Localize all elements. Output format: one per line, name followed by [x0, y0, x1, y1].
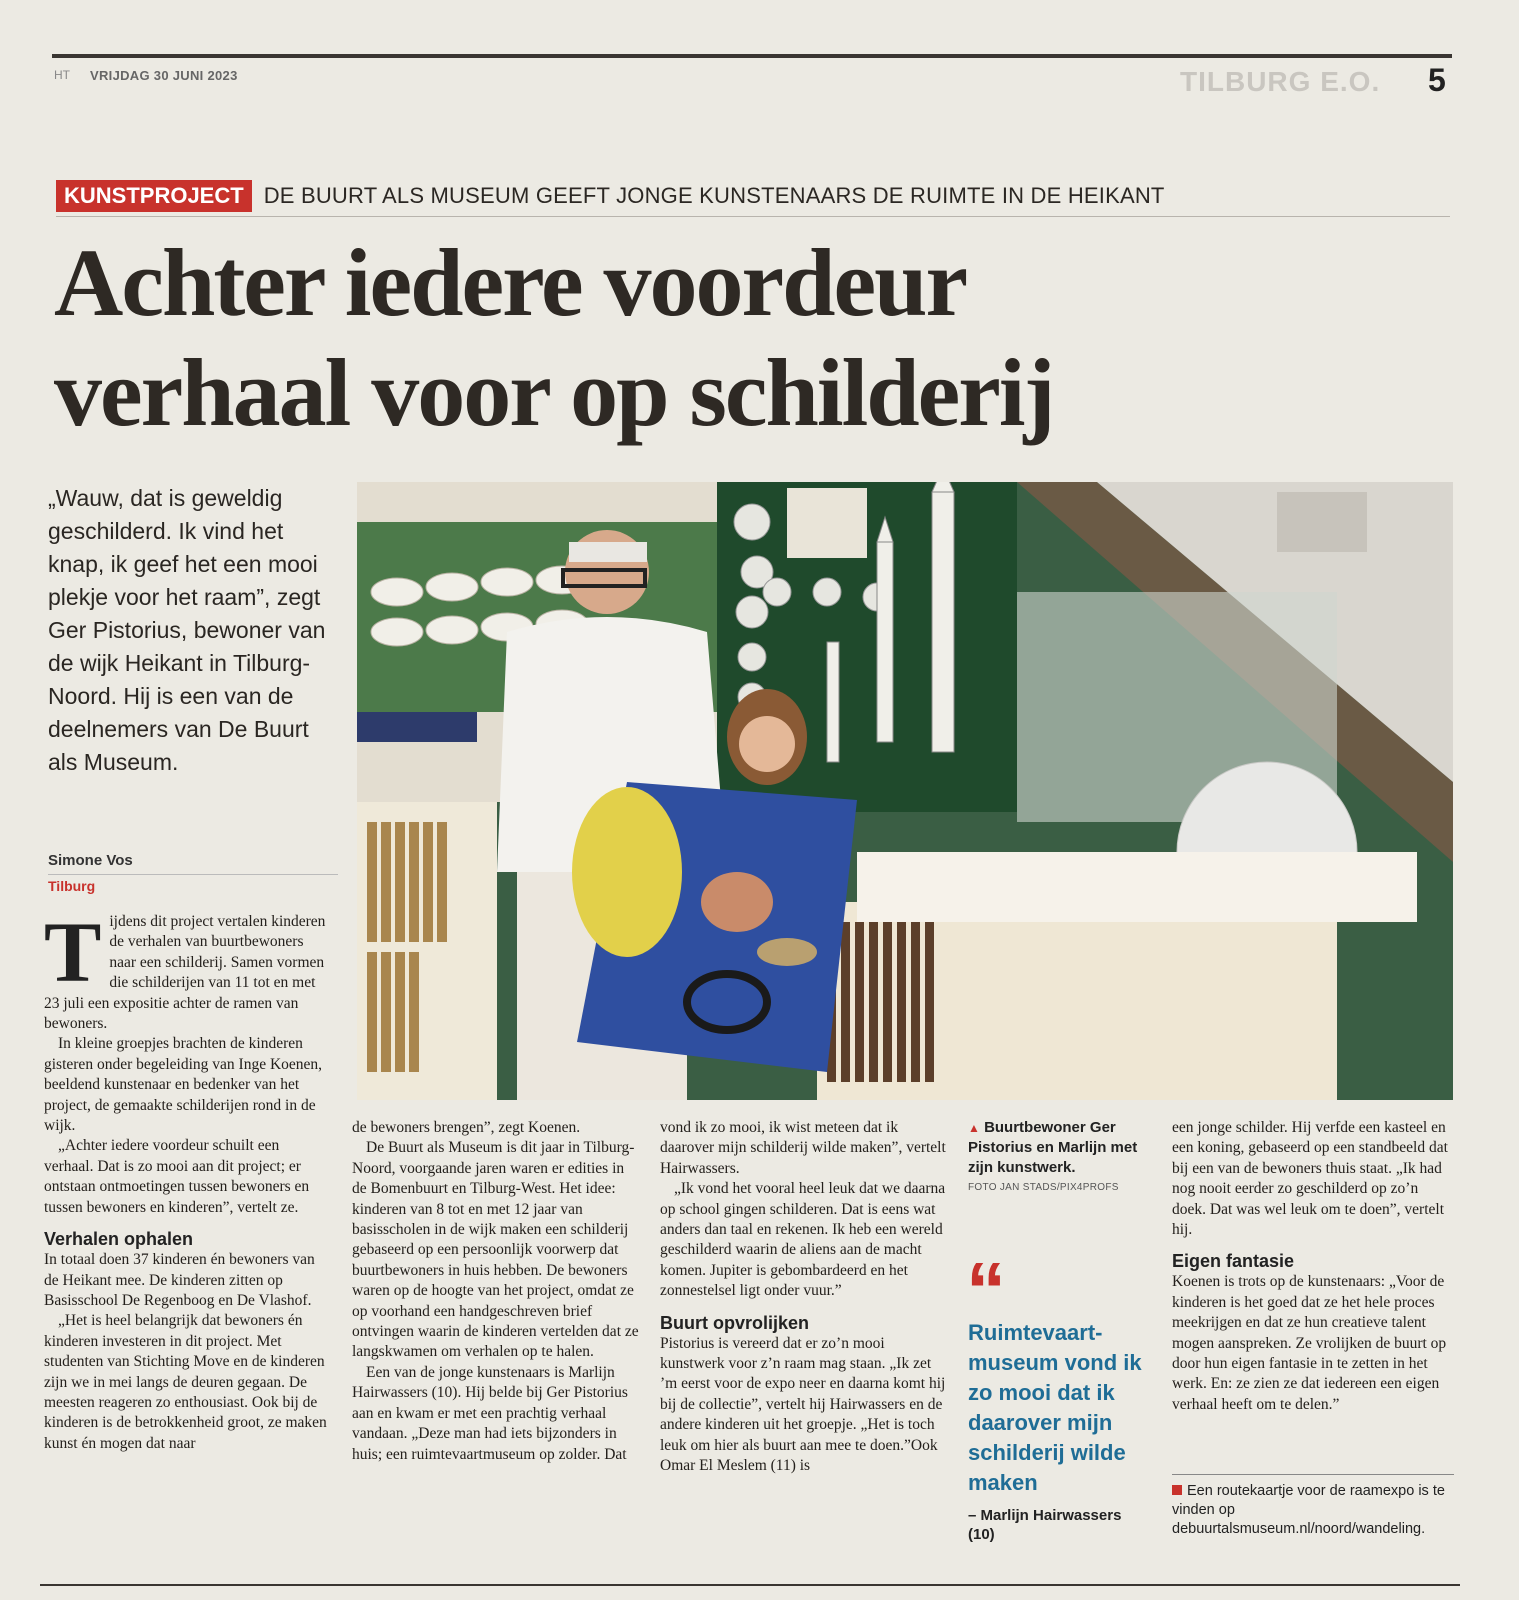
photo-caption	[968, 1118, 1148, 1178]
quote-mark-icon: “	[966, 1246, 1006, 1335]
body-paragraph-2: In kleine groepjes brachten de kinderen gisteren onder begeleiding van Inge Koenen, beeldend kunstenaar en bedenker van het project, de gemaakte schilderijen rond in de wijk.	[44, 1035, 323, 1135]
top-rule	[52, 54, 1452, 58]
body-paragraph-6: de bewoners brengen”, zegt Koenen.	[352, 1119, 581, 1136]
body-paragraph-12: een jonge schilder. Hij verfde een kasteel en een koning, gebaseerd op een standbeeld dat bij een van de bewoners thuis staat. „Ik had nog nooit eerder zo geschilderd op zo’n doek. Dat was wel leuk om te doen”, vertelt hij.	[1172, 1119, 1448, 1239]
body-column-1	[44, 904, 332, 1454]
note-rule	[1172, 1474, 1454, 1475]
body-paragraph-3: „Achter iedere voordeur schuilt een verhaal. Dat is zo mooi aan dit project; er ontstaan ontmoetingen tussen bewoners en tussen bewoners en kinderen”, vertelt ze.	[44, 1137, 310, 1216]
photo-credit: FOTO JAN STADS/PIX4PROFS	[968, 1182, 1119, 1193]
body-paragraph-9: vond ik zo mooi, ik wist meteen dat ik daarover mijn schilderij wilde maken”, vertelt Hairwassers.	[660, 1119, 946, 1177]
body-paragraph-1: ijdens dit project vertalen kinderen de verhalen van buurtbewoners naar een schilderij. Samen vormen die schilderijen van 11 tot en met 23 juli een expositie achter de ramen van bewoners.	[44, 913, 326, 1033]
body-paragraph-7: De Buurt als Museum is dit jaar in Tilburg-Noord, voorgaande jaren waren er edities in de Bomenbuurt en Tilburg-West. Het idee: kinderen van 8 tot en met 12 jaar van basisscholen in de wijk maken een schilderij gebaseerd op een persoonlijk voorwerp dat buurtbewoners in huis hebben. De bewoners waren op de hoogte van het project, omdat ze op voorhand een handgeschreven brief ontvingen waarin de kinderen vertelden dat ze langskwamen om verhalen op te halen.	[352, 1139, 639, 1361]
subhead-verhalen-ophalen: Verhalen ophalen	[44, 1229, 194, 1250]
kicker	[56, 180, 1165, 212]
kicker-subtitle: DE BUURT ALS MUSEUM GEEFT JONGE KUNSTENAARS DE RUIMTE IN DE HEIKANT	[263, 183, 1165, 208]
body-column-3	[660, 1118, 950, 1477]
pullquote: Ruimtevaart-museum vond ik zo mooi dat ik daarover mijn schilderij wilde maken	[968, 1320, 1142, 1495]
pullquote-author: – Marlijn Hairwassers (10)	[968, 1507, 1122, 1543]
bottom-rule	[40, 1584, 1460, 1586]
square-bullet-icon	[1172, 1485, 1182, 1495]
body-paragraph	[44, 904, 332, 1034]
kicker-rule	[56, 216, 1450, 217]
body-paragraph-11: Pistorius is vereerd dat er zo’n mooi kunstwerk voor z’n raam mag staan. „Ik zet ’m eerst voor de expo neer en daarna komt hij bij de collectie”, vertelt hij Hairwassers en de andere kinderen uit het groepje. „Het is toch leuk om hier als buurt aan mee te doen.”Ook Omar El Meslem (11) is	[660, 1334, 946, 1475]
subhead-eigen-fantasie: Eigen fantasie	[1172, 1251, 1295, 1272]
subhead-buurt-opvrolijken: Buurt opvrolijken	[660, 1312, 810, 1333]
caption-text: Buurtbewoner Ger Pistorius en Marlijn met zijn kunstwerk.	[968, 1119, 1138, 1176]
body-paragraph-10: „Ik vond het vooral heel leuk dat we daarna op school gingen schilderen. Dat is eens wat anders dan taal en rekenen. Ik heb een wereld geschilderd waarin de aliens aan de macht komen. Jupiter is gebombardeerd en het zonnestelsel ligt onder vuur.”	[660, 1180, 946, 1300]
publication-mark: HT	[54, 68, 70, 82]
kicker-tag: KUNSTPROJECT	[56, 180, 252, 212]
issue-date: VRIJDAG 30 JUNI 2023	[90, 68, 238, 83]
dropcap: T	[44, 904, 102, 1000]
route-note-text: Een routekaartje voor de raamexpo is te vinden op debuurtalsmuseum.nl/noord/wandeling.	[1172, 1483, 1445, 1537]
body-column-2	[352, 1118, 640, 1465]
body-paragraph-4: In totaal doen 37 kinderen én bewoners van de Heikant mee. De kinderen zitten op Basisschool De Regenboog en De Vlashof.	[44, 1251, 315, 1309]
caption-triangle-icon: ▲	[968, 1121, 980, 1135]
body-paragraph-5: „Het is heel belangrijk dat bewoners én kinderen investeren in dit project. Met studenten van Stichting Move en de kinderen zijn we in mei langs de deuren gegaan. De meesten reageren zo enthousiast. Ook bij de kinderen is de betrokkenheid groot, ze maken kunst én mogen dat naar	[44, 1312, 327, 1452]
section-name: TILBURG E.O.	[1180, 66, 1381, 97]
headline-line-1: Achter iedere voordeur	[54, 229, 967, 336]
body-column-5	[1172, 1118, 1454, 1415]
headline	[54, 228, 1434, 448]
article-photo	[357, 482, 1453, 1100]
route-note	[1172, 1482, 1454, 1539]
body-paragraph-8: Een van de jonge kunstenaars is Marlijn Hairwassers (10). Hij belde bij Ger Pistorius aan en kwam er met een prachtig verhaal vandaan. „Deze man had iets bijzonders in huis; een ruimtevaartmuseum op zolder. Dat	[352, 1363, 628, 1463]
page-number: 5	[1428, 62, 1446, 98]
body-paragraph-13: Koenen is trots op de kunstenaars: „Voor de kinderen is het goed dat ze het hele proces meekrijgen en dat ze hun creatieve talent mogen aanspreken. Ze vrolijken de buurt op door hun eigen fantasie in te zetten in het werk. En: ze zien ze dat iedereen een eigen verhaal heeft om te delen.”	[1172, 1273, 1447, 1413]
headline-line-2: verhaal voor op schilderij	[54, 339, 1054, 446]
byline-place: Tilburg	[48, 878, 96, 894]
byline-rule	[48, 874, 338, 875]
intro-paragraph: „Wauw, dat is geweldig geschilderd. Ik vind het knap, ik geef het een mooi plekje voor het raam”, zegt Ger Pistorius, bewoner van de wijk Heikant in Tilburg-Noord. Hij is een van de deelnemers van De Buurt als Museum.	[48, 485, 326, 775]
byline-author: Simone Vos	[48, 852, 133, 869]
photo-illustration	[357, 482, 1453, 1100]
